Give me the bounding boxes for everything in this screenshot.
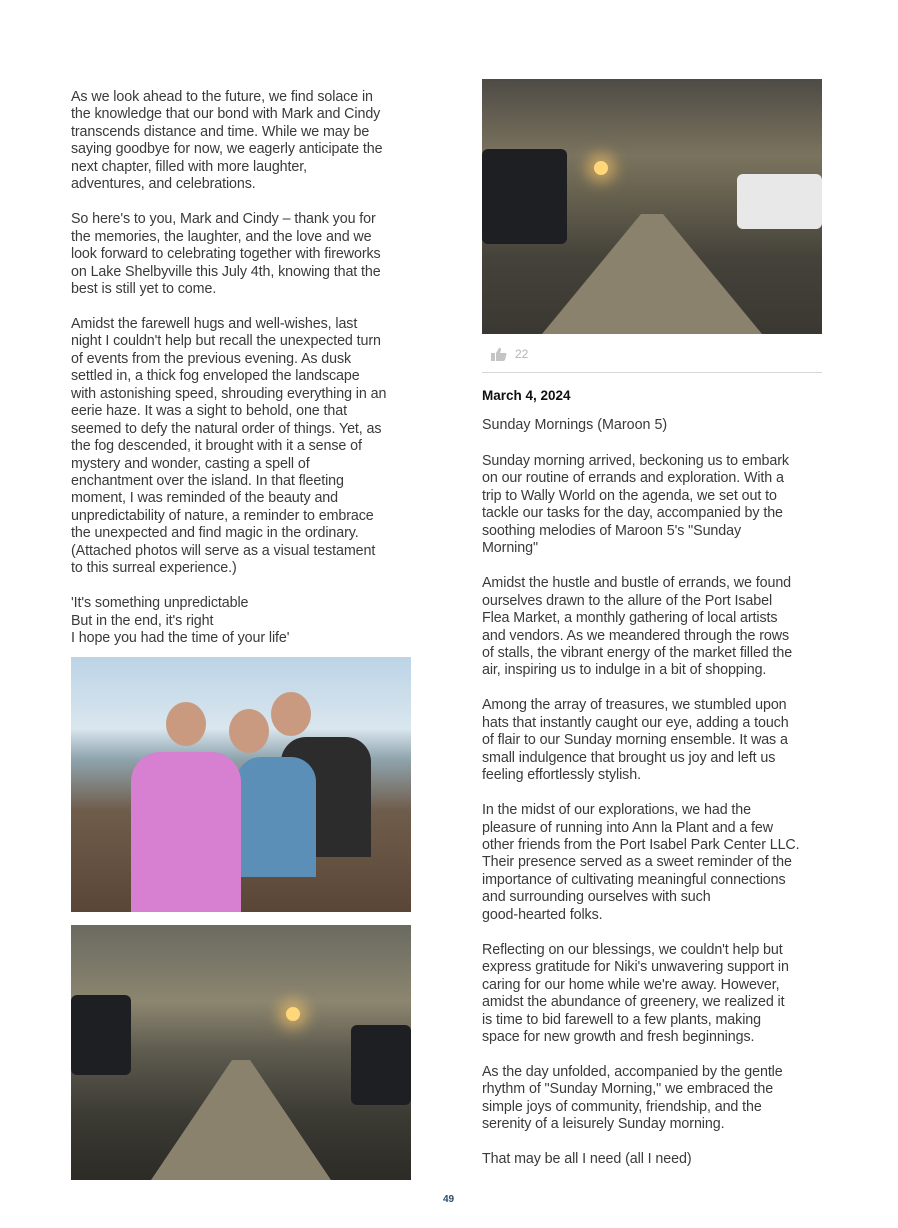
- figure-head: [271, 692, 311, 736]
- truck: [351, 1025, 411, 1105]
- figure-head: [166, 702, 206, 746]
- photo-foggy-rv-park-night: [71, 925, 411, 1180]
- road: [542, 214, 762, 334]
- figure-head: [229, 709, 269, 753]
- like-button[interactable]: [491, 347, 528, 361]
- photo-foggy-street-night: [482, 79, 822, 334]
- white-truck: [737, 174, 822, 229]
- post-date: March 4, 2024: [482, 388, 571, 403]
- left-column-text: As we look ahead to the future, we find solace in the knowledge that our bond with Mark and Cindy transcends distance and time. While we may be saying goodbye for now, we eagerly anticipate the next chapter, filled with more laughter, adventures, and celebrations. So here's to you, Mark and Cindy – thank you for the memories, the laughter, and the love and we look forward to celebrating together with fireworks on Lake Shelbyville this July 4th, knowing that the best is still yet to come. Amidst the farewell hugs and well-wishes, last night I couldn't help but recall the unexpected turn of events from the previous evening. As dusk settled in, a thick fog enveloped the landscape with astonishing speed, shrouding everything in an eerie haze. It was a sight to behold, one that seemed to defy the natural order of things. Yet, as the fog descended, it brought with it a sense of mystery and wonder, casting a spell of enchantment over the island. In that fleeting moment, I was reminded of the beauty and unpredictability of nature, a reminder to embrace the unexpected and find magic in the ordinary. (Attached photos will serve as a visual testament to this surreal experience.) 'It's something unpredictable But in the end, it's right I hope you had the time of your life': [71, 89, 387, 647]
- post-title: Sunday Mornings (Maroon 5): [482, 417, 668, 433]
- figure: [236, 757, 316, 877]
- page-number: 49: [443, 1194, 455, 1205]
- post-body: Sunday morning arrived, beckoning us to embark on our routine of errands and exploration. With a trip to Wally World on the agenda, we set out to tackle our tasks for the day, accompanied by the soothing melodies of Maroon 5's "Sunday Morning" Amidst the hustle and bustle of errands, we found ourselves drawn to the allure of the Port Isabel Flea Market, a monthly gathering of local artists and vendors. As we meandered through the rows of stalls, the vibrant energy of the market filled the air, inspiring us to indulge in a bit of shopping. Among the array of treasures, we stumbled upon hats that instantly caught our eye, adding a touch of flair to our Sunday morning ensemble. It was a small indulgence that brought us joy and left us feeling effortlessly stylish. In the midst of our explorations, we had the pleasure of running into Ann la Plant and a few other friends from the Port Isabel Park Center LLC. Their presence served as a sweet reminder of the importance of cultivating meaningful connections and surrounding ourselves with such good-hearted folks. Reflecting on our blessings, we couldn't help but express gratitude for Niki's unwavering support in caring for our home while we're away. However, amidst the abundance of greenery, we realized it is time to bid farewell to a few plants, making space for new growth and fresh beginnings. As the day unfolded, accompanied by the gentle rhythm of "Sunday Morning," we embraced the simple joys of community, friendship, and the serenity of a leisurely Sunday morning. That may be all I need (all I need): [482, 453, 800, 1168]
- figure: [131, 752, 241, 912]
- street-light: [594, 161, 608, 175]
- thumbs-up-icon: [491, 347, 507, 361]
- divider: [482, 372, 822, 373]
- photo-friends-on-deck: [71, 657, 411, 912]
- road: [151, 1060, 331, 1180]
- suv: [482, 149, 567, 244]
- rv: [71, 995, 131, 1075]
- like-count: 22: [515, 347, 529, 361]
- street-light: [286, 1007, 300, 1021]
